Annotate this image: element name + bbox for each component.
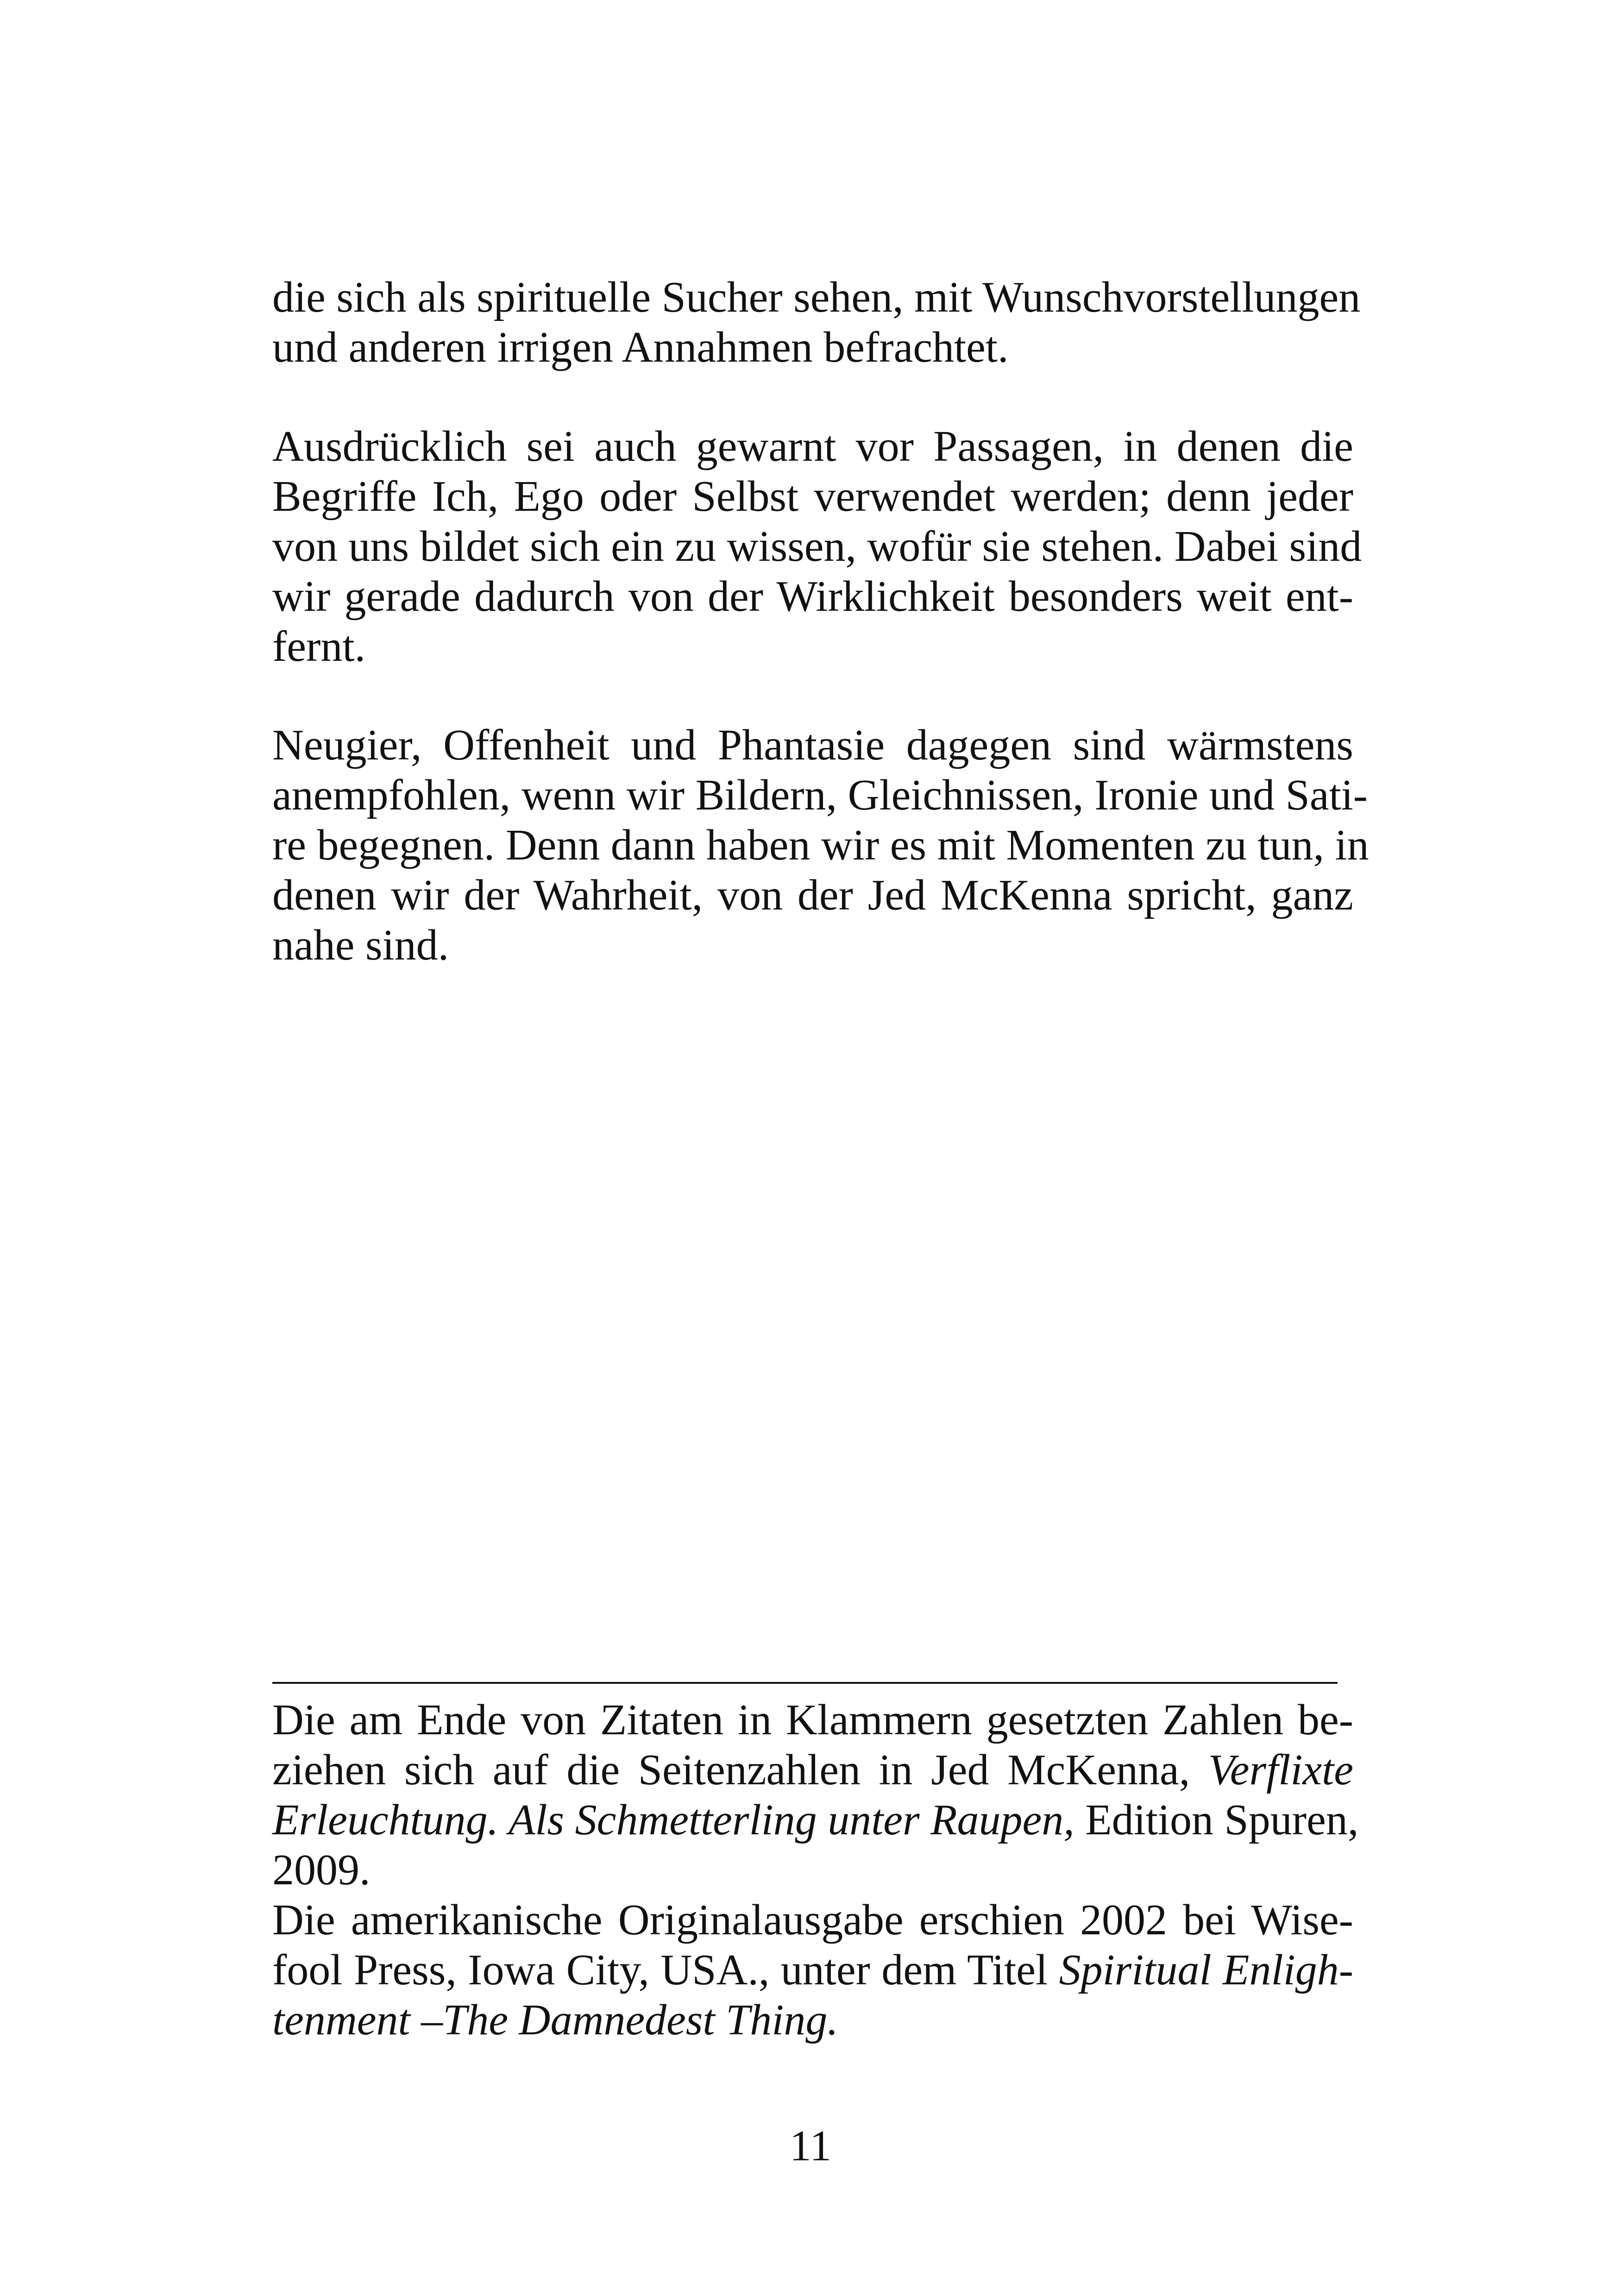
footnote-text: Edition Spuren, <box>1074 1796 1359 1844</box>
footnote-line <box>272 1745 1353 1795</box>
text-line: Begriffe Ich, Ego oder Selbst verwendet werden; denn jeder <box>272 472 1353 521</box>
footnote-text: ziehen sich auf die Seitenzahlen in Jed McKenna, <box>272 1746 1208 1794</box>
text-line: die sich als spirituelle Sucher sehen, mit Wunschvorstellungen <box>272 273 1361 321</box>
text-line: fernt. <box>272 622 365 671</box>
text-line: nahe sind. <box>272 921 449 969</box>
footnote <box>272 1895 1353 2045</box>
footnote <box>272 1695 1359 1895</box>
body-paragraph <box>272 272 1361 372</box>
footnote-line <box>272 1795 1359 1845</box>
body-paragraph <box>272 421 1362 671</box>
book-title-italic: Erleuchtung. Als Schmetterling unter Raupen, <box>272 1796 1074 1844</box>
text-line: von uns bildet sich ein zu wissen, wofür sie stehen. Dabei sind <box>272 522 1362 571</box>
footnote-separator <box>272 1682 1338 1684</box>
footnote-line <box>272 1945 1353 1995</box>
text-line: anempfohlen, wenn wir Bildern, Gleichnissen, Ironie und Sati- <box>272 771 1368 819</box>
text-line: re begegnen. Denn dann haben wir es mit Momenten zu tun, in <box>272 821 1369 869</box>
body-paragraph <box>272 720 1369 970</box>
original-title-italic: Spiritual Enligh- <box>1059 1946 1353 1994</box>
original-title-italic: tenment –The Damnedest Thing. <box>272 1996 838 2044</box>
footnote-line: Die am Ende von Zitaten in Klammern gesetzten Zahlen be- <box>272 1696 1353 1744</box>
text-line: Neugier, Offenheit und Phantasie dagegen sind wärmstens <box>272 721 1353 769</box>
footnote-line <box>272 1995 1353 2045</box>
text-line: wir gerade dadurch von der Wirklichkeit besonders weit ent- <box>272 572 1353 621</box>
footnote-text: fool Press, Iowa City, USA., unter dem Titel <box>272 1946 1059 1994</box>
footnote-line: Die amerikanische Originalausgabe erschien 2002 bei Wise- <box>272 1896 1353 1944</box>
footnote-line: 2009. <box>272 1846 371 1894</box>
page-number: 11 <box>789 2122 832 2170</box>
text-line: Ausdrücklich sei auch gewarnt vor Passagen, in denen die <box>272 422 1353 470</box>
book-title-italic: Verflixte <box>1208 1746 1353 1794</box>
text-line: denen wir der Wahrheit, von der Jed McKenna spricht, ganz <box>272 871 1353 919</box>
text-line: und anderen irrigen Annahmen befrachtet. <box>272 323 1009 371</box>
